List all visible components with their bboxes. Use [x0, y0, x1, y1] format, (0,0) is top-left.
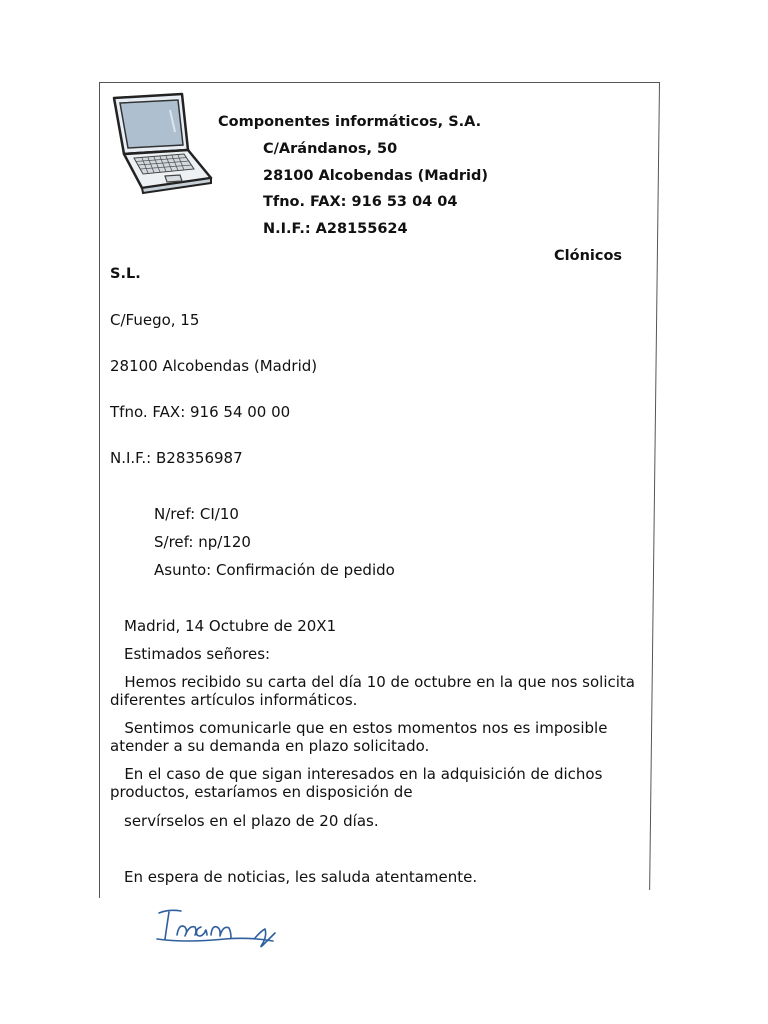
letter-paragraph-3: En el caso de que sigan interesados en la adquisición de dichos productos, estaríamos en disposición de — [110, 765, 608, 801]
recipient-name-part2: S.L. — [110, 266, 141, 282]
handwritten-signature — [155, 905, 280, 950]
laptop-icon — [110, 92, 215, 197]
letter-paragraph-4: servírselos en el plazo de 20 días. — [124, 812, 379, 830]
recipient-nif: N.I.F.: B28356987 — [110, 449, 243, 467]
company-address: C/Arándanos, 50 — [263, 141, 398, 157]
page-frame-left — [99, 82, 100, 898]
company-nif: N.I.F.: A28155624 — [263, 221, 408, 237]
letter-date: Madrid, 14 Octubre de 20X1 — [124, 617, 337, 635]
our-reference: N/ref: CI/10 — [154, 505, 239, 523]
page-frame-top — [99, 82, 660, 83]
letter-greeting: Estimados señores: — [124, 645, 271, 663]
recipient-address: C/Fuego, 15 — [110, 311, 200, 329]
subject-line: Asunto: Confirmación de pedido — [154, 561, 395, 579]
letter-paragraph-1: Hemos recibido su carta del día 10 de octubre en la que nos solicita diferentes artículos informáticos. — [110, 673, 640, 709]
letter-closing: En espera de noticias, les saluda atentamente. — [124, 868, 478, 886]
letter-paragraph-2: Sentimos comunicarle que en estos momentos nos es imposible atender a su demanda en plazo solicitado. — [110, 719, 613, 755]
company-phone: Tfno. FAX: 916 53 04 04 — [263, 194, 458, 210]
recipient-phone: Tfno. FAX: 916 54 00 00 — [110, 403, 291, 421]
company-city: 28100 Alcobendas (Madrid) — [263, 168, 488, 184]
recipient-name-part1: Clónicos — [554, 248, 623, 264]
recipient-city: 28100 Alcobendas (Madrid) — [110, 357, 318, 375]
your-reference: S/ref: np/120 — [154, 533, 251, 551]
company-name: Componentes informáticos, S.A. — [218, 114, 482, 130]
